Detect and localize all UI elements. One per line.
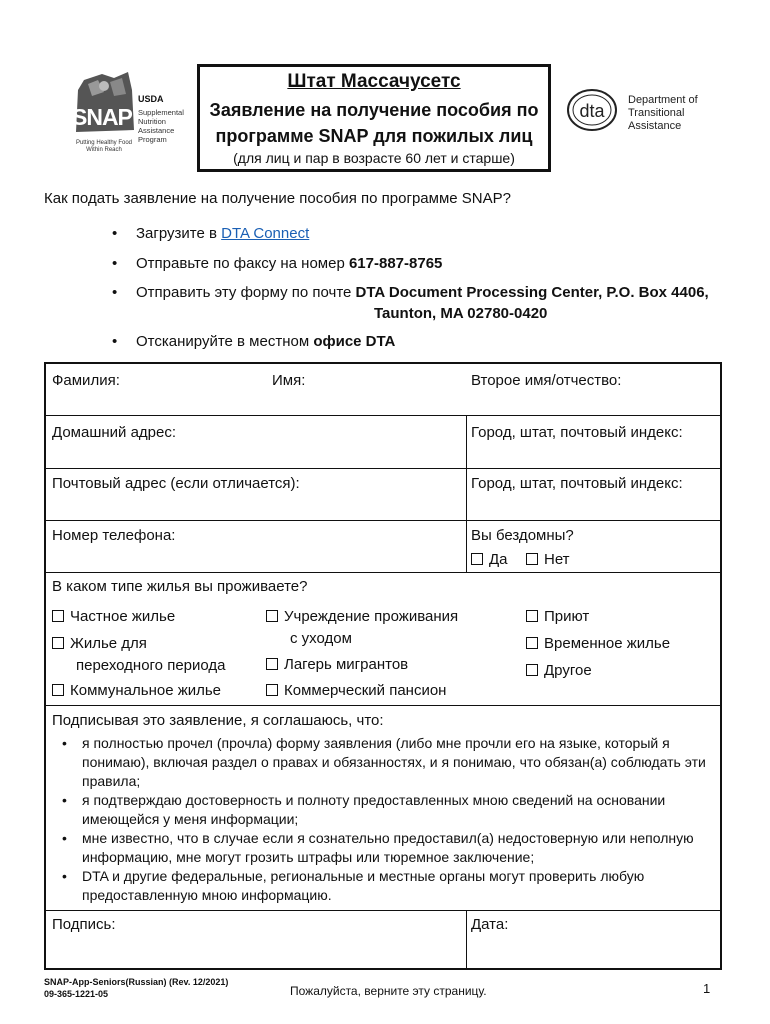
housing-temporary-option[interactable]: Временное жилье <box>526 635 670 652</box>
form-title: Заявление на получение пособия по программе SNAP для пожилых лиц <box>209 100 539 146</box>
homeless-question: Вы бездомны? <box>471 527 574 544</box>
agreement-list <box>60 734 710 905</box>
homeless-no-option[interactable]: Нет <box>526 551 570 568</box>
dta-emblem-icon <box>566 88 618 132</box>
housing-assisted-line2: с уходом <box>290 630 352 647</box>
fax-number: 617-887-8765 <box>348 255 443 272</box>
agreement-item: • мне известно, что в случае если я сознательно предоставил(а) недостоверную или неполную информацию, мне могут грозить штрафы или тюремное заключение; <box>60 829 710 867</box>
dta-office: офисе DTA <box>313 333 396 350</box>
housing-shelter-checkbox[interactable] <box>526 610 538 622</box>
how-to-apply-question: Как подать заявление на получение пособия по программе SNAP? <box>44 190 511 207</box>
agreement-intro: Подписывая это заявление, я соглашаюсь, что: <box>52 712 384 729</box>
phone-label: Номер телефона: <box>52 527 176 544</box>
dta-department-name: Department of Transitional Assistance <box>628 94 698 132</box>
usda-label: USDA <box>138 94 164 104</box>
application-form <box>44 362 722 970</box>
date-label: Дата: <box>471 916 509 933</box>
mailing-address-label: Почтовый адрес (если отличается): <box>52 475 300 492</box>
state-title: Штат Массачусетс <box>287 71 461 92</box>
home-city-state-zip-label: Город, штат, почтовый индекс: <box>471 424 683 441</box>
housing-migrant-option[interactable]: Лагерь мигрантов <box>266 656 408 673</box>
housing-transitional-line2: переходного периода <box>76 657 226 674</box>
housing-assisted-option[interactable]: Учреждение проживания <box>266 608 458 625</box>
dta-logo <box>566 88 726 138</box>
agreement-item: • DTA и другие федеральные, региональные и местные органы могут проверить любую предоставленную мною информацию. <box>60 867 710 905</box>
middle-name-label: Второе имя/отчество: <box>471 372 622 389</box>
snap-tagline: Putting Healthy Food Within Reach <box>75 140 133 153</box>
program-name: Supplemental Nutrition Assistance Program <box>138 108 184 144</box>
housing-transitional-option[interactable]: Жилье для <box>52 635 147 652</box>
housing-private-checkbox[interactable] <box>52 610 64 622</box>
housing-shelter-option[interactable]: Приют <box>526 608 589 625</box>
first-name-label: Имя: <box>272 372 306 389</box>
snap-logo <box>70 68 200 158</box>
mail-address-line1: DTA Document Processing Center, P.O. Box 4406, <box>355 284 709 301</box>
agreement-item: • я полностью прочел (прочла) форму заявления (либо мне прочли его на языке, который я понимаю), включая раздел о правах и обязанностях, и я понимаю, что обязан(а) соблюдать эти правила; <box>60 734 710 791</box>
housing-other-option[interactable]: Другое <box>526 662 592 679</box>
housing-private-option[interactable]: Частное жилье <box>52 608 175 625</box>
snap-logo-word: SNAP <box>72 104 132 130</box>
dta-connect-link[interactable]: DTA Connect <box>221 225 310 242</box>
mail-address-line2: Taunton, MA 02780-0420 <box>374 305 548 322</box>
housing-boarding-option[interactable]: Коммерческий пансион <box>266 682 446 699</box>
agreement-item: • я подтверждаю достоверность и полноту предоставленных мною сведений на основании имеющейся у меня информации; <box>60 791 710 829</box>
housing-transitional-checkbox[interactable] <box>52 637 64 649</box>
housing-other-checkbox[interactable] <box>526 664 538 676</box>
signature-label: Подпись: <box>52 916 116 933</box>
homeless-no-checkbox[interactable] <box>526 553 538 565</box>
dta-emblem-text: dta <box>579 101 605 121</box>
homeless-yes-checkbox[interactable] <box>471 553 483 565</box>
title-box <box>197 64 551 172</box>
housing-assisted-checkbox[interactable] <box>266 610 278 622</box>
home-address-label: Домашний адрес: <box>52 424 177 441</box>
page-number: 1 <box>703 981 711 996</box>
last-name-label: Фамилия: <box>52 372 120 389</box>
housing-communal-checkbox[interactable] <box>52 684 64 696</box>
form-subtitle: (для лиц и пар в возрасте 60 лет и старше) <box>233 150 515 166</box>
housing-temporary-checkbox[interactable] <box>526 637 538 649</box>
mailing-city-state-zip-label: Город, штат, почтовый индекс: <box>471 475 683 492</box>
form-code: SNAP-App-Seniors(Russian) (Rev. 12/2021) 09-365-1221-05 <box>44 977 229 999</box>
housing-communal-option[interactable]: Коммунальное жилье <box>52 682 221 699</box>
housing-migrant-checkbox[interactable] <box>266 658 278 670</box>
return-note: Пожалуйста, верните эту страницу. <box>290 984 487 998</box>
housing-boarding-checkbox[interactable] <box>266 684 278 696</box>
housing-question: В каком типе жилья вы проживаете? <box>52 578 308 595</box>
homeless-yes-option[interactable]: Да <box>471 551 508 568</box>
